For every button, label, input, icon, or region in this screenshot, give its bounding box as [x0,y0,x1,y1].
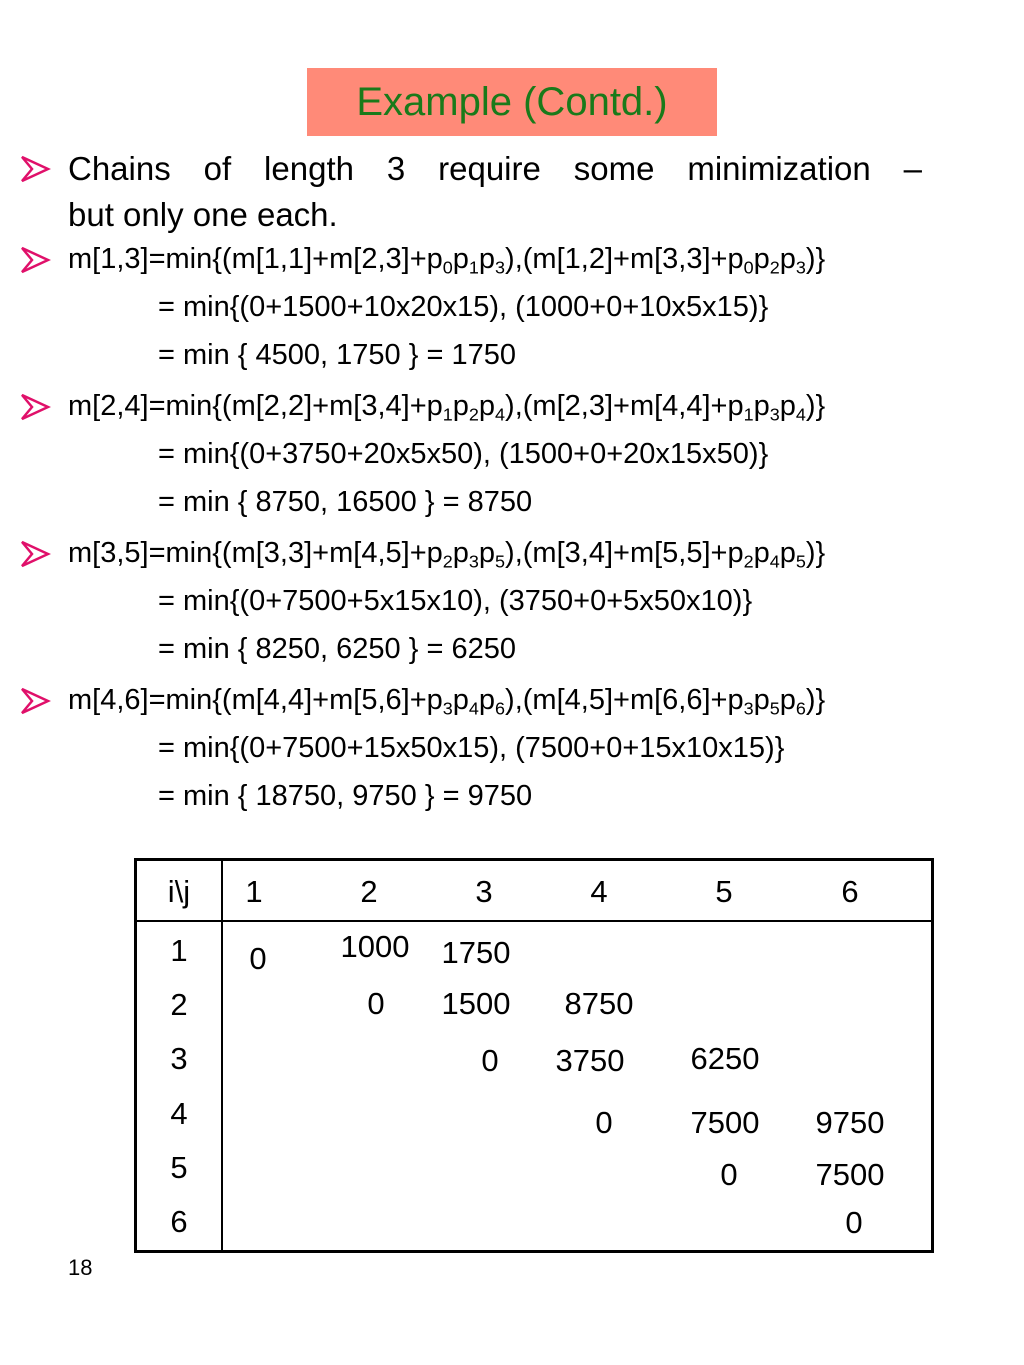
table-row-header: 2 [170,987,188,1022]
table-cell: 6250 [690,1041,760,1076]
table-cell: 9750 [815,1105,885,1140]
table-row-header: 6 [170,1204,188,1239]
table-col-header: 3 [475,874,493,909]
table-row-header: 5 [170,1150,188,1185]
table-row-header: 1 [170,933,188,968]
table-header-divider [137,920,931,922]
table-cell: 8750 [564,986,634,1021]
slide-title [307,68,717,136]
table-row-header: 4 [170,1096,188,1131]
table-cell: 1000 [340,929,410,964]
formula-m13: $m[1,3]=\min\{(m[1,1]+m[2,3]+p_0p_1p_3),(m[1,2]+m[3,3]+p_0p_2p_3)\}$ [68,243,826,278]
intro-text [68,146,922,238]
table-cell: 0 [249,941,267,976]
slide-title-text: Example (Contd.) [356,79,668,124]
intro-line-2: but only one each. [68,196,338,233]
table-cell: 1500 [441,986,511,1021]
table-cell: 1750 [441,935,511,970]
cost-matrix-table [134,858,934,1253]
formula-m46-result: = min { 18750, 9750 } = 9750 [158,780,533,812]
table-cell: 7500 [815,1157,885,1192]
table-cell: 7500 [690,1105,760,1140]
table-cell: 0 [481,1043,499,1078]
table-row-header: 3 [170,1041,188,1076]
formula-m13-result: = min { 4500, 1750 } = 1750 [158,339,516,371]
formula-m13-step1: = min{(0+1500+10x20x15), (1000+0+10x5x15)} [158,291,769,323]
arrow-bullet-icon [18,686,58,716]
arrow-bullet-icon [18,392,58,422]
table-cell: 0 [595,1105,613,1140]
table-cell: 0 [845,1205,863,1240]
table-col-header: 2 [360,874,378,909]
formula-m35-step1: = min{(0+7500+5x15x10), (3750+0+5x50x10)} [158,585,753,617]
table-corner-label: i\j [167,874,191,909]
formula-m35-result: = min { 8250, 6250 } = 6250 [158,633,516,665]
table-col-header: 5 [715,874,733,909]
table-col-header: 6 [841,874,859,909]
table-cell: 3750 [555,1043,625,1078]
table-cell: 0 [720,1157,738,1192]
formula-m24-result: = min { 8750, 16500 } = 8750 [158,486,533,518]
table-cell: 0 [367,986,385,1021]
table-col-header: 4 [590,874,608,909]
intro-line-1: Chains of length 3 require some minimization – [68,150,922,187]
arrow-bullet-icon [18,245,58,275]
formula-m35: $m[3,5]=\min\{(m[3,3]+m[4,5]+p_2p_3p_5),(m[3,4]+m[5,5]+p_2p_4p_5)\}$ [68,537,826,572]
page-number: 18 [68,1255,93,1280]
formula-m46: $m[4,6]=\min\{(m[4,4]+m[5,6]+p_3p_4p_6),(m[4,5]+m[6,6]+p_3p_5p_6)\}$ [68,684,826,719]
arrow-bullet-icon [18,539,58,569]
formula-m24-step1: = min{(0+3750+20x5x50), (1500+0+20x15x50)} [158,438,769,470]
formula-m24: $m[2,4]=\min\{(m[2,2]+m[3,4]+p_1p_2p_4),(m[2,3]+m[4,4]+p_1p_3p_4)\}$ [68,390,826,425]
formula-m46-step1: = min{(0+7500+15x50x15), (7500+0+15x10x15)} [158,732,785,764]
arrow-bullet-icon [18,154,58,184]
table-col-header: 1 [245,874,263,909]
